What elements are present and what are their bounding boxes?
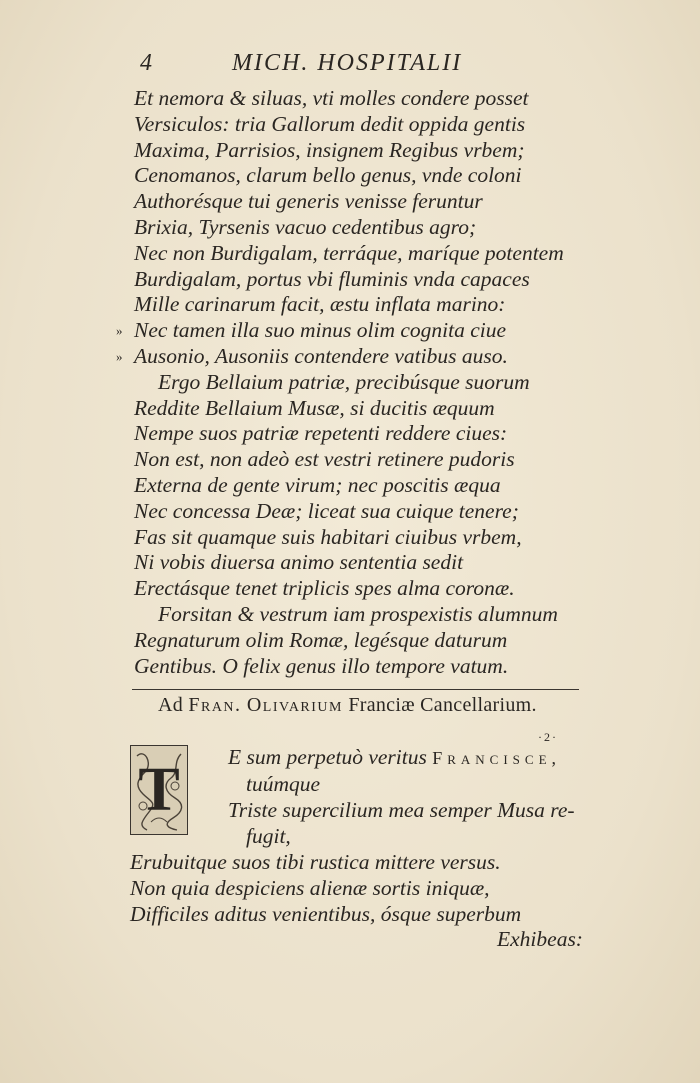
verse-line xyxy=(134,447,584,473)
quote-mark-icon: » xyxy=(116,348,123,364)
page-number: 4 xyxy=(140,50,152,76)
verse-line xyxy=(134,267,584,293)
verse-line xyxy=(134,628,584,654)
dropcap-letter: T xyxy=(138,756,180,824)
verse-line-text: Maxima, Parrisios, insignem Regibus vrbem; xyxy=(134,137,525,162)
poem-line-4: fugit, xyxy=(246,824,291,848)
verse-line xyxy=(134,602,584,628)
verse-line-text: Ausonio, Ausoniis contendere vatibus auso. xyxy=(134,343,508,368)
page-header xyxy=(140,44,580,84)
poem-line-7: Difficiles aditus venientibus, ósque superbum xyxy=(130,902,522,926)
verse-line-text: Cenomanos, clarum bello genus, vnde coloni xyxy=(134,163,522,188)
verse-line-text: Nec tamen illa suo minus olim cognita ciue xyxy=(134,318,507,343)
verse-line xyxy=(134,163,584,189)
verse-line-text: Versiculos: tria Gallorum dedit oppida gentis xyxy=(134,111,526,136)
verse-line xyxy=(134,215,584,241)
verse-block xyxy=(116,86,584,679)
verse-line-text: Gentibus. O felix genus illo tempore vatum. xyxy=(134,653,509,678)
poem-title-name1: Fran. xyxy=(188,694,242,716)
verse-line-text: Nec concessa Deæ; liceat sua cuique tenere; xyxy=(134,498,519,523)
verse-line xyxy=(134,370,584,396)
poem-line-3: Triste supercilium mea semper Musa re- xyxy=(228,798,575,822)
verse-line-text: Ergo Bellaium patriæ, precibúsque suorum xyxy=(158,369,530,394)
verse-line xyxy=(134,499,584,525)
verse-line xyxy=(134,550,584,576)
verse-line xyxy=(116,318,584,344)
verse-line-text: Erectásque tenet triplicis spes alma coronæ. xyxy=(134,576,515,601)
verse-line-text: Fas sit quamque suis habitari ciuibus vrbem, xyxy=(134,524,522,549)
verse-line xyxy=(134,525,584,551)
poem-title-prefix: Ad xyxy=(158,694,184,716)
verse-line xyxy=(134,112,584,138)
poem-title-name2: Olivarium xyxy=(246,694,343,716)
verse-line xyxy=(134,576,584,602)
verse-line-text: Et nemora & siluas, vti molles condere posset xyxy=(134,86,529,110)
verse-line xyxy=(134,138,584,164)
verse-line-text: Ni vobis diuersa animo sententia sedit xyxy=(134,550,464,575)
verse-line-text: Nec non Burdigalam, terráque, maríque potentem xyxy=(134,240,564,265)
poem-verse xyxy=(130,744,600,927)
poem-line-1-text: E sum perpetuò veritus xyxy=(228,745,427,769)
running-head: MICH. HOSPITALII xyxy=(232,50,463,76)
verse-line-text: Externa de gente virum; nec poscitis æqua xyxy=(134,472,501,497)
poem-title-suffix: Franciæ Cancellarium. xyxy=(348,694,537,716)
poem-line-1-caps: Francisce, xyxy=(432,748,562,768)
poem-title xyxy=(158,694,537,717)
verse-line xyxy=(134,396,584,422)
verse-line xyxy=(134,86,584,112)
poem-line-6: Non quia despiciens alienæ sortis iniquæ, xyxy=(130,876,490,900)
poem-number: ·2· xyxy=(538,730,558,744)
section-rule xyxy=(132,689,579,690)
verse-line-text: Burdigalam, portus vbi fluminis vnda capaces xyxy=(134,266,530,291)
poem-line-2: tuúmque xyxy=(246,772,321,796)
verse-line xyxy=(134,241,584,267)
verse-line xyxy=(134,189,584,215)
poem-line-5: Erubuitque suos tibi rustica mittere versus. xyxy=(130,850,501,874)
verse-line-text: Regnaturum olim Romæ, legésque daturum xyxy=(134,627,508,652)
verse-line-text: Authorésque tui generis venisse feruntur xyxy=(134,189,483,214)
verse-line xyxy=(134,473,584,499)
poem-line-1 xyxy=(130,744,600,771)
verse-line-text: Nempe suos patriæ repetenti reddere ciues: xyxy=(134,421,508,446)
verse-line-text: Brixia, Tyrsenis vacuo cedentibus agro; xyxy=(134,214,477,239)
catchword: Exhibeas: xyxy=(497,927,583,951)
verse-line-text: Mille carinarum facit, æstu inflata marino: xyxy=(134,292,506,317)
verse-line-text: Non est, non adeò est vestri retinere pudoris xyxy=(134,447,515,472)
verse-line-text: Reddite Bellaium Musæ, si ducitis æquum xyxy=(134,395,495,420)
verse-line xyxy=(134,654,584,680)
verse-line-text: Forsitan & vestrum iam prospexistis alumnum xyxy=(158,601,558,626)
verse-line xyxy=(116,343,584,370)
verse-line xyxy=(134,292,584,318)
verse-line xyxy=(134,421,584,447)
quote-mark-icon: » xyxy=(116,323,123,339)
